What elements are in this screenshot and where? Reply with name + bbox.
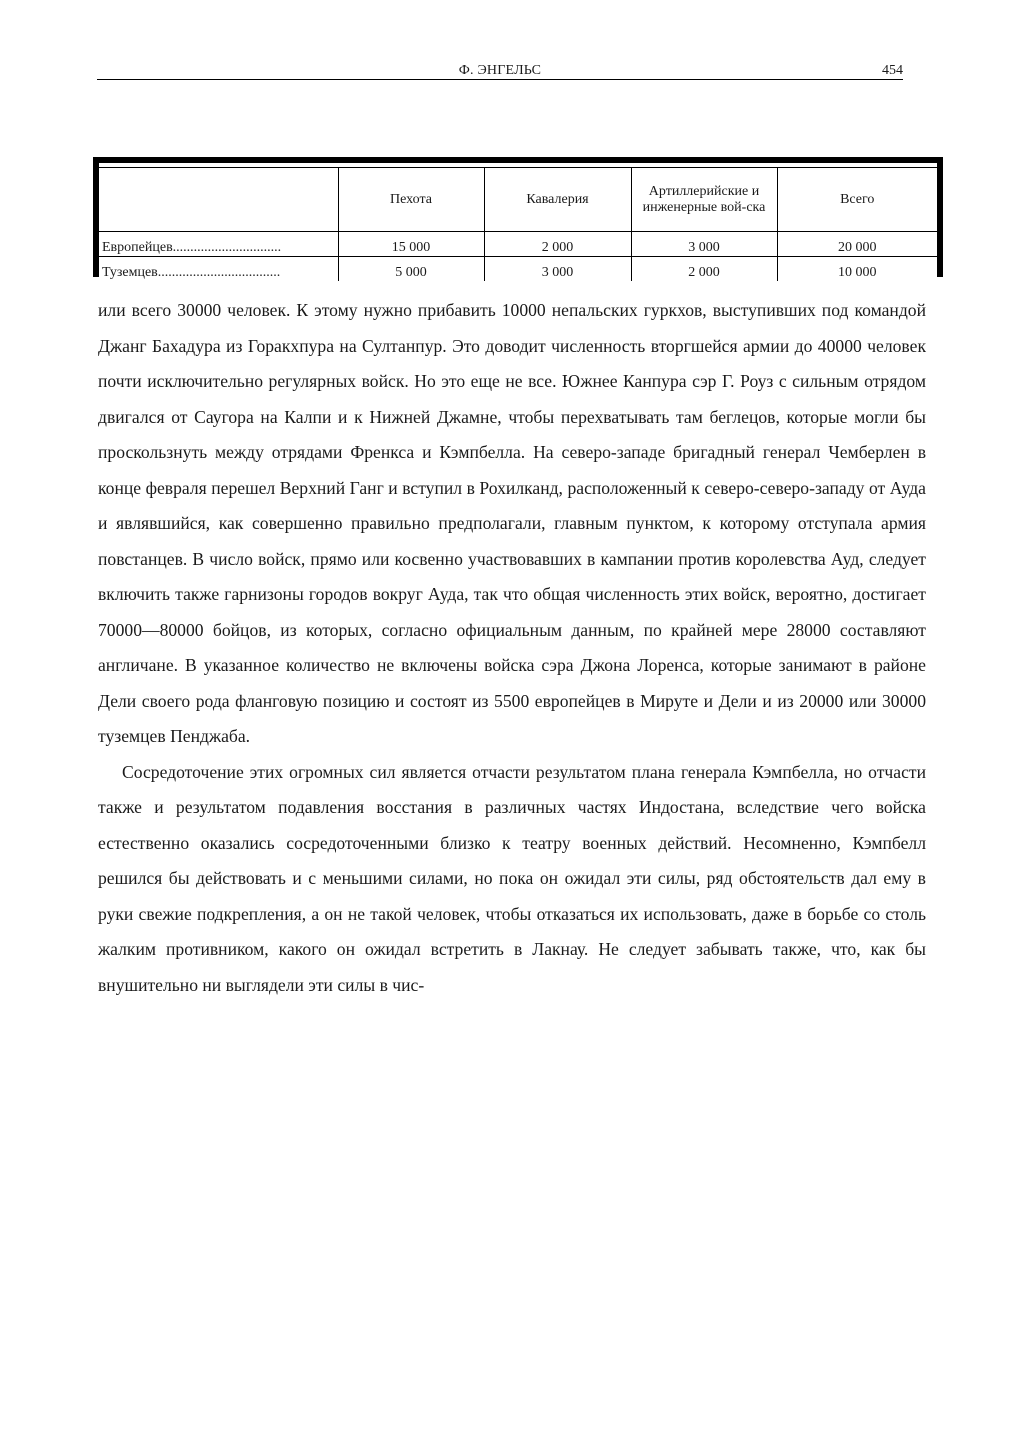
row-label: Туземцев................................... <box>99 257 338 282</box>
table-cell: 20 000 <box>777 232 937 257</box>
troops-table <box>99 167 937 281</box>
paragraph: или всего 30000 человек. К этому нужно прибавить 10000 непальских гуркхов, выступивших под командой Джанг Бахадура из Горакхпура на Султанпур. Это доводит численность вторгшейся армии до 40000 человек почти исключительно регулярных войск. Но это еще не все. Южнее Канпура сэр Г. Роуз с сильным отрядом двигался от Саугора на Калпи и к Нижней Джамне, чтобы перехватывать там беглецов, которые могли бы проскользнуть между отрядами Френкса и Кэмпбелла. На северо-западе бригадный генерал Чемберлен в конце февраля перешел Верхний Ганг и вступил в Рохилканд, расположенный к северо-северо-западу от Ауда и являвшийся, как совершенно правильно предполагали, главным пунктом, к которому отступала армия повстанцев. В число войск, прямо или косвенно участвовавших в кампании против королевства Ауд, следует включить также гарнизоны городов вокруг Ауда, так что общая численность этих войск, вероятно, достигает 70000—80000 бойцов, из которых, согласно официальным данным, по крайней мере 28000 составляют англичане. В указанное количество не включены войска сэра Джона Лоренса, которые занимают в районе Дели своего рода фланговую позицию и состоят из 5500 европейцев в Мируте и Дели и из 20000 или 30000 туземцев Пенджаба. <box>98 300 926 746</box>
table-header-row <box>99 168 937 232</box>
header-cell-total: Всего <box>777 168 937 232</box>
table-cell: 2 000 <box>631 257 777 282</box>
table-row <box>99 232 937 257</box>
running-title: Ф. ЭНГЕЛЬС <box>458 63 542 78</box>
table-cell: 3 000 <box>631 232 777 257</box>
table-cell: 3 000 <box>484 257 631 282</box>
table-cell: 15 000 <box>338 232 484 257</box>
body-text <box>98 293 926 1003</box>
troops-table-frame <box>93 157 943 280</box>
table-cell: 5 000 <box>338 257 484 282</box>
header-cell-infantry: Пехота <box>338 168 484 232</box>
row-label: Европейцев............................... <box>99 232 338 257</box>
page-number: 454 <box>882 63 903 78</box>
header-cell-empty <box>99 168 338 232</box>
header-cell-cavalry: Кавалерия <box>484 168 631 232</box>
running-header <box>97 62 903 80</box>
table-cell: 2 000 <box>484 232 631 257</box>
table-row <box>99 257 937 282</box>
header-cell-artillery: Артиллерийские и инженерные вой-ска <box>631 168 777 232</box>
table-cell: 10 000 <box>777 257 937 282</box>
paragraph: Сосредоточение этих огромных сил является отчасти результатом плана генерала Кэмпбелла, но отчасти также и результатом подавления восстания в различных частях Индостана, вследствие чего войска естественно оказались сосредоточенными близко к театру военных действий. Несомненно, Кэмпбелл решился бы действовать и с меньшими силами, но пока он ожидал эти силы, ряд обстоятельств дал ему в руки свежие подкрепления, а он не такой человек, чтобы отказаться их использовать, даже в борьбе со столь жалким противником, какого он ожидал встретить в Лакнау. Не следует забывать также, что, как бы внушительно ни выглядели эти силы в чис- <box>98 761 926 995</box>
